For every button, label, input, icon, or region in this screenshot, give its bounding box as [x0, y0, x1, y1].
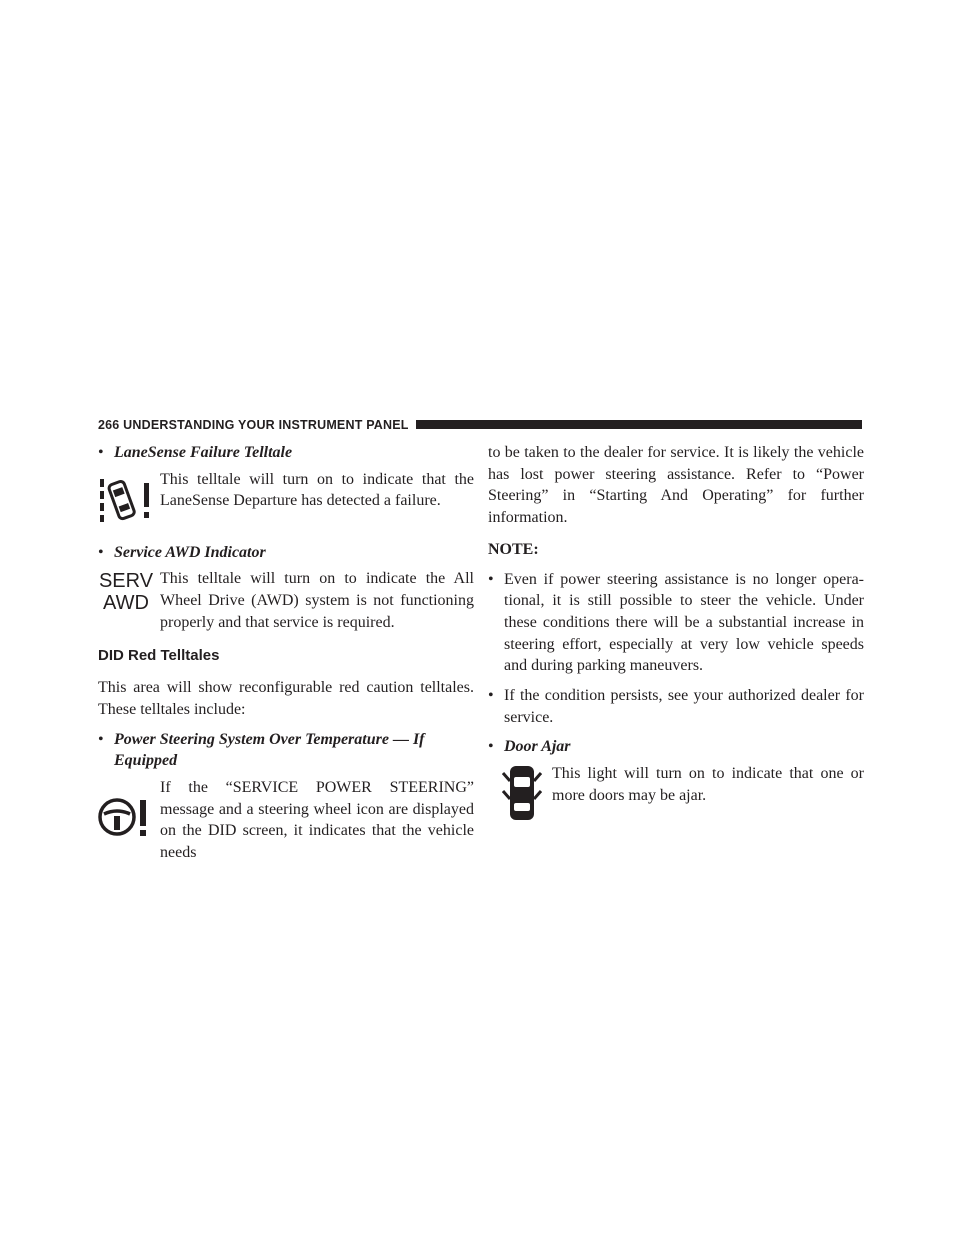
- lanesense-row: [98, 469, 474, 533]
- bullet-dot: •: [98, 444, 104, 461]
- bullet-dot: •: [488, 738, 494, 756]
- bullet-dot: •: [98, 730, 104, 748]
- steering-wheel-warning-icon: [98, 797, 154, 839]
- awd-bullet: [98, 542, 474, 564]
- awd-title: Service AWD Indicator: [114, 543, 266, 561]
- section-intro: This area will show reconfigurable red caution telltales. These telltales include:: [98, 679, 474, 718]
- power-steering-title: Power Steering System Over Temperature — If Equipped: [114, 730, 425, 770]
- note-bullet-2: [488, 685, 864, 728]
- lanesense-bullet: [98, 442, 474, 464]
- door-ajar-bullet: [488, 736, 864, 758]
- lanesense-title: LaneSense Failure Telltale: [114, 444, 293, 461]
- note-bullet-2-text: If the condition persists, see your authorized dealer for service.: [504, 687, 864, 726]
- right-column: [488, 442, 864, 833]
- power-steering-row: [98, 777, 474, 862]
- note-label: NOTE:: [488, 540, 539, 558]
- serv-awd-icon-line1: SERV: [98, 570, 154, 593]
- lanesense-failure-icon: [98, 477, 154, 523]
- door-ajar-description: This light will turn on to indicate that one or more doors may be ajar.: [552, 765, 864, 804]
- awd-description: This telltale will turn on to indicate the All Wheel Drive (AWD) system is not functioning properly and that service is required.: [160, 570, 474, 631]
- door-ajar-row: [488, 763, 864, 833]
- note-bullet-1: [488, 569, 864, 678]
- left-column: [98, 442, 474, 862]
- section-title: DID Red Telltales: [98, 647, 220, 665]
- header-text: [98, 418, 409, 432]
- bullet-dot: •: [488, 687, 494, 705]
- power-steering-continued: to be taken to the dealer for service. It is likely the vehicle has lost power steering assistance. Refer to “Power Steering” in “Starting And Operating” for further information.: [488, 444, 864, 527]
- chapter-title: UNDERSTANDING YOUR INSTRUMENT PANEL: [123, 418, 409, 432]
- bullet-dot: •: [98, 543, 104, 561]
- note-bullet-1-text: Even if power steering assistance is no longer opera- tional, it is still possible to steer the vehicle. Under these conditions there will be a substantial increase in steering effort, especially at very low vehicle speeds and during parking maneuvers.: [504, 570, 864, 675]
- door-ajar-title: Door Ajar: [504, 738, 571, 756]
- power-steering-bullet: [98, 729, 474, 772]
- door-ajar-icon: [502, 763, 542, 823]
- page-number: 266: [98, 418, 120, 432]
- page-header: [98, 418, 862, 432]
- header-rule: [416, 420, 862, 429]
- serv-awd-icon-line2: AWD: [103, 592, 149, 615]
- bullet-dot: •: [488, 570, 494, 588]
- awd-row: [98, 568, 474, 634]
- power-steering-description: If the “SERVICE POWER STEERING” message and a steering wheel icon are displayed on the DID screen, it indicates that the vehicle needs: [160, 778, 474, 862]
- serv-awd-icon: [98, 570, 154, 614]
- lanesense-description: This telltale will turn on to indicate that the LaneSense Departure has detected a failure.: [160, 470, 474, 510]
